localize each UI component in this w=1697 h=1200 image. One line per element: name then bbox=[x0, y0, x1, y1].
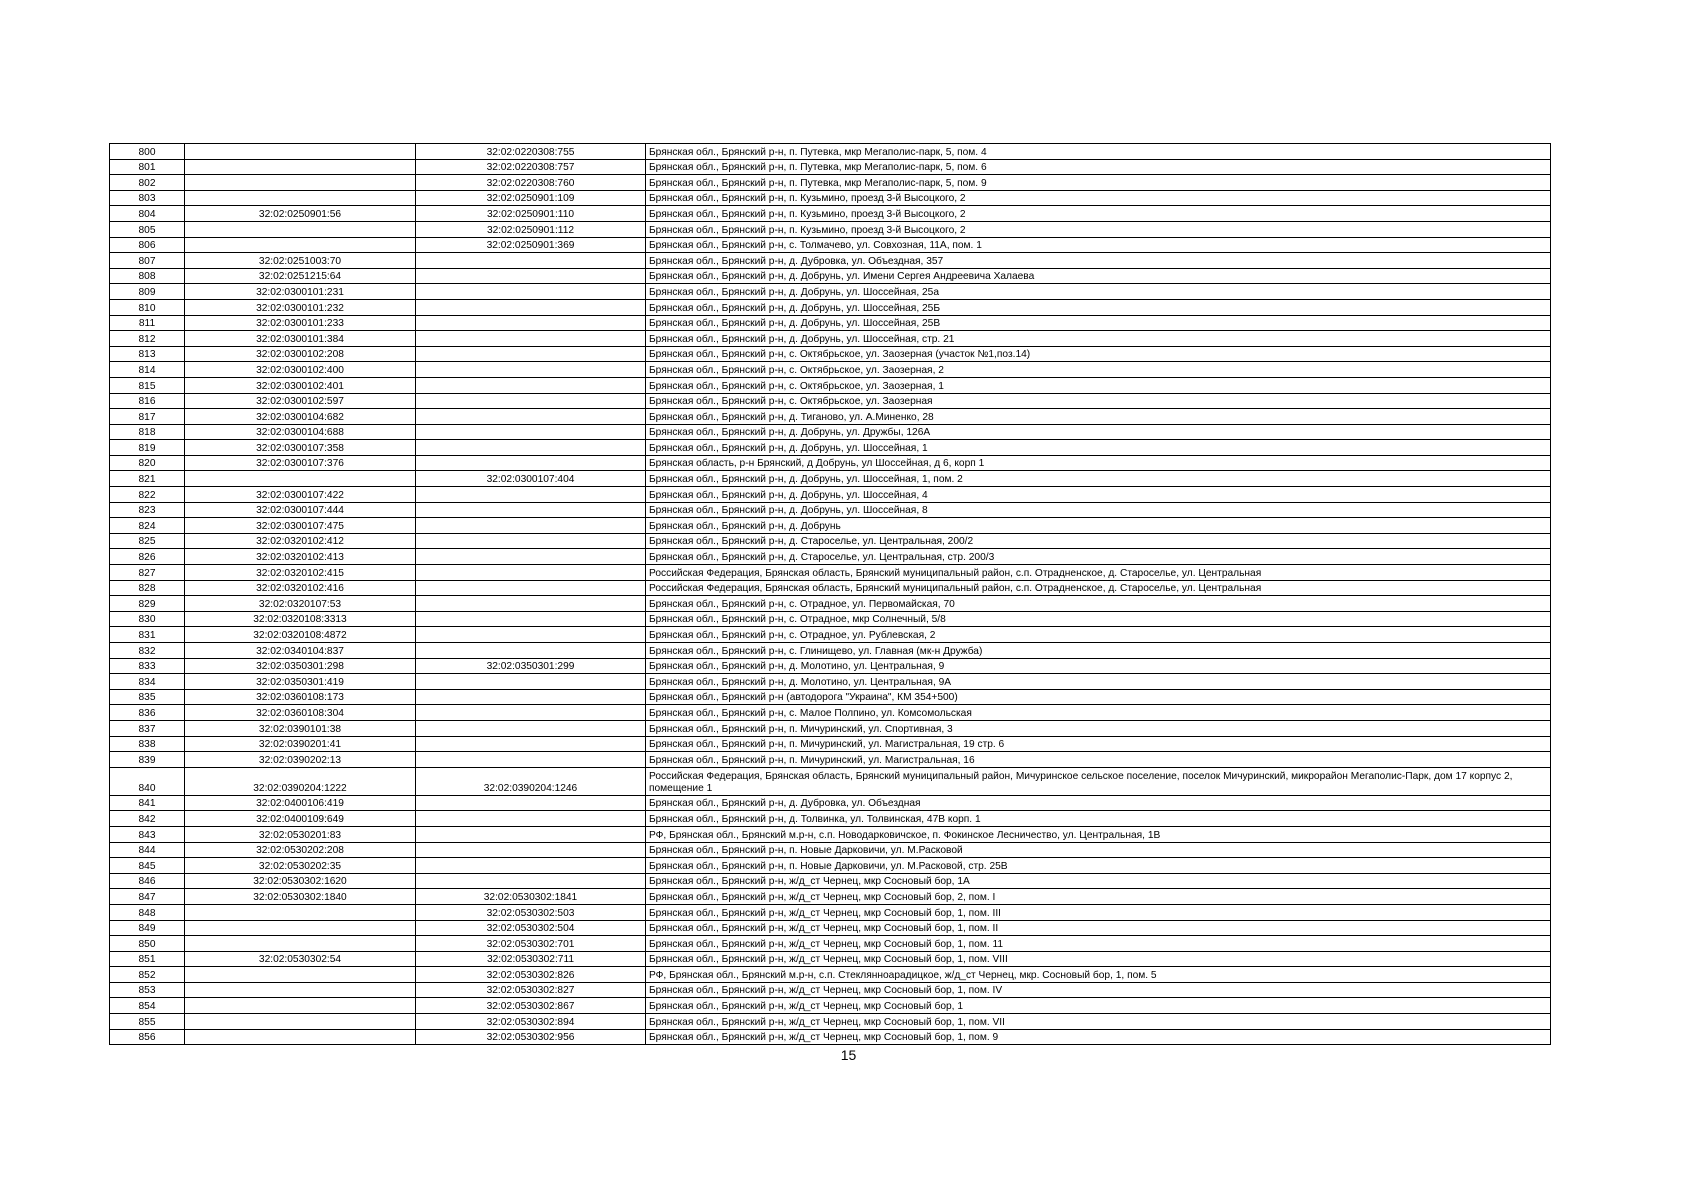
address-cell: Брянская обл., Брянский р-н, с. Отрадное, мкр Солнечный, 5/8 bbox=[646, 611, 1551, 627]
address-cell: Брянская обл., Брянский р-н, д. Староселье, ул. Центральная, 200/2 bbox=[646, 533, 1551, 549]
address-cell: Брянская обл., Брянский р-н, д. Добрунь, ул. Шоссейная, стр. 21 bbox=[646, 331, 1551, 347]
cadastral-number-cell: 32:02:0530302:1620 bbox=[185, 873, 416, 889]
row-number: 813 bbox=[110, 346, 185, 362]
table-row bbox=[110, 175, 1551, 191]
table-row bbox=[110, 982, 1551, 998]
cadastral-number-cell: 32:02:0390101:38 bbox=[185, 720, 416, 736]
row-number: 829 bbox=[110, 596, 185, 612]
cadastral-number-cell bbox=[185, 237, 416, 253]
row-number: 826 bbox=[110, 549, 185, 565]
row-number: 855 bbox=[110, 1014, 185, 1030]
table-row bbox=[110, 487, 1551, 503]
premises-cadastral-number-cell bbox=[416, 565, 646, 581]
cadastral-number-cell bbox=[185, 221, 416, 237]
cadastral-number-cell: 32:02:0300102:401 bbox=[185, 377, 416, 393]
cadastral-number-cell: 32:02:0530302:1840 bbox=[185, 889, 416, 905]
premises-cadastral-number-cell bbox=[416, 826, 646, 842]
address-cell: РФ, Брянская обл., Брянский м.р-н, с.п. Стеклянноарадицкое, ж/д_ст Чернец, мкр. Сосновый бор, 1, пом. 5 bbox=[646, 967, 1551, 983]
premises-cadastral-number-cell bbox=[416, 736, 646, 752]
row-number: 804 bbox=[110, 206, 185, 222]
row-number: 853 bbox=[110, 982, 185, 998]
row-number: 811 bbox=[110, 315, 185, 331]
address-cell: Брянская обл., Брянский р-н, п. Путевка, мкр Мегаполис-парк, 5, пом. 9 bbox=[646, 175, 1551, 191]
premises-cadastral-number-cell bbox=[416, 362, 646, 378]
row-number: 819 bbox=[110, 440, 185, 456]
address-cell: Брянская обл., Брянский р-н, д. Толвинка, ул. Толвинская, 47В корп. 1 bbox=[646, 811, 1551, 827]
table-row bbox=[110, 144, 1551, 160]
address-cell: Брянская обл., Брянский р-н, ж/д_ст Чернец, мкр Сосновый бор, 1 bbox=[646, 998, 1551, 1014]
premises-cadastral-number-cell bbox=[416, 720, 646, 736]
address-cell: Брянская обл., Брянский р-н, с. Отрадное, ул. Первомайская, 70 bbox=[646, 596, 1551, 612]
premises-cadastral-number-cell: 32:02:0250901:110 bbox=[416, 206, 646, 222]
row-number: 847 bbox=[110, 889, 185, 905]
row-number: 806 bbox=[110, 237, 185, 253]
premises-cadastral-number-cell bbox=[416, 752, 646, 768]
cadastral-number-cell: 32:02:0300101:233 bbox=[185, 315, 416, 331]
address-cell: Брянская обл., Брянский р-н, п. Новые Дарковичи, ул. М.Расковой, стр. 25В bbox=[646, 858, 1551, 874]
row-number: 822 bbox=[110, 487, 185, 503]
row-number: 807 bbox=[110, 253, 185, 269]
row-number: 814 bbox=[110, 362, 185, 378]
premises-cadastral-number-cell bbox=[416, 705, 646, 721]
premises-cadastral-number-cell bbox=[416, 611, 646, 627]
row-number: 852 bbox=[110, 967, 185, 983]
table-row bbox=[110, 221, 1551, 237]
premises-cadastral-number-cell: 32:02:0220308:755 bbox=[416, 144, 646, 160]
address-cell: Брянская обл., Брянский р-н, д. Добрунь bbox=[646, 518, 1551, 534]
row-number: 808 bbox=[110, 268, 185, 284]
address-cell: Российская Федерация, Брянская область, Брянский муниципальный район, Мичуринское сельское поселение, поселок Мичуринский, микрорайон Мегаполис-Парк, дом 17 корпус 2, помещение 1 bbox=[646, 767, 1551, 795]
cadastral-number-cell bbox=[185, 936, 416, 952]
premises-cadastral-number-cell: 32:02:0530302:826 bbox=[416, 967, 646, 983]
address-cell: Брянская обл., Брянский р-н, д. Молотино, ул. Центральная, 9А bbox=[646, 674, 1551, 690]
cadastral-number-cell bbox=[185, 967, 416, 983]
premises-cadastral-number-cell: 32:02:0250901:112 bbox=[416, 221, 646, 237]
row-number: 844 bbox=[110, 842, 185, 858]
cadastral-number-cell bbox=[185, 471, 416, 487]
address-cell: Брянская обл., Брянский р-н, д. Дубровка, ул. Объездная, 357 bbox=[646, 253, 1551, 269]
address-cell: Брянская обл., Брянский р-н, д. Молотино, ул. Центральная, 9 bbox=[646, 658, 1551, 674]
premises-cadastral-number-cell: 32:02:0250901:369 bbox=[416, 237, 646, 253]
cadastral-number-cell bbox=[185, 982, 416, 998]
row-number: 848 bbox=[110, 904, 185, 920]
row-number: 828 bbox=[110, 580, 185, 596]
table-row bbox=[110, 393, 1551, 409]
table-row bbox=[110, 998, 1551, 1014]
premises-cadastral-number-cell bbox=[416, 299, 646, 315]
cadastral-number-cell bbox=[185, 175, 416, 191]
table-row bbox=[110, 268, 1551, 284]
premises-cadastral-number-cell: 32:02:0530302:1841 bbox=[416, 889, 646, 905]
table-row bbox=[110, 440, 1551, 456]
address-cell: Брянская обл., Брянский р-н, ж/д_ст Чернец, мкр Сосновый бор, 1, пом. II bbox=[646, 920, 1551, 936]
address-cell: Брянская обл., Брянский р-н, д. Добрунь, ул. Дружбы, 126А bbox=[646, 424, 1551, 440]
premises-cadastral-number-cell bbox=[416, 253, 646, 269]
cadastral-number-cell: 32:02:0300101:384 bbox=[185, 331, 416, 347]
row-number: 842 bbox=[110, 811, 185, 827]
table-row bbox=[110, 826, 1551, 842]
address-cell: Брянская обл., Брянский р-н, с. Глинищево, ул. Главная (мк-н Дружба) bbox=[646, 643, 1551, 659]
cadastral-number-cell: 32:02:0390202:13 bbox=[185, 752, 416, 768]
registry-table-body bbox=[110, 144, 1551, 1045]
address-cell: Брянская обл., Брянский р-н, д. Староселье, ул. Центральная, стр. 200/3 bbox=[646, 549, 1551, 565]
row-number: 831 bbox=[110, 627, 185, 643]
cadastral-number-cell: 32:02:0320107:53 bbox=[185, 596, 416, 612]
row-number: 835 bbox=[110, 689, 185, 705]
premises-cadastral-number-cell bbox=[416, 440, 646, 456]
premises-cadastral-number-cell bbox=[416, 331, 646, 347]
table-row bbox=[110, 471, 1551, 487]
address-cell: Брянская обл., Брянский р-н, д. Добрунь, ул. Шоссейная, 4 bbox=[646, 487, 1551, 503]
address-cell: Брянская обл., Брянский р-н, ж/д_ст Чернец, мкр Сосновый бор, 1, пом. III bbox=[646, 904, 1551, 920]
row-number: 836 bbox=[110, 705, 185, 721]
row-number: 851 bbox=[110, 951, 185, 967]
address-cell: Брянская обл., Брянский р-н, д. Добрунь, ул. Шоссейная, 25В bbox=[646, 315, 1551, 331]
address-cell: Брянская обл., Брянский р-н, п. Мичуринский, ул. Магистральная, 19 стр. 6 bbox=[646, 736, 1551, 752]
premises-cadastral-number-cell: 32:02:0390204:1246 bbox=[416, 767, 646, 795]
premises-cadastral-number-cell bbox=[416, 674, 646, 690]
address-cell: Брянская обл., Брянский р-н, д. Добрунь, ул. Шоссейная, 25Б bbox=[646, 299, 1551, 315]
cadastral-number-cell: 32:02:0300107:376 bbox=[185, 455, 416, 471]
table-row bbox=[110, 736, 1551, 752]
table-row bbox=[110, 331, 1551, 347]
table-row bbox=[110, 518, 1551, 534]
cadastral-number-cell: 32:02:0300102:208 bbox=[185, 346, 416, 362]
premises-cadastral-number-cell: 32:02:0530302:827 bbox=[416, 982, 646, 998]
row-number: 809 bbox=[110, 284, 185, 300]
address-cell: Брянская обл., Брянский р-н, д. Добрунь, ул. Имени Сергея Андреевича Халаева bbox=[646, 268, 1551, 284]
cadastral-number-cell bbox=[185, 190, 416, 206]
address-cell: Брянская обл., Брянский р-н, с. Октябрьское, ул. Заозерная, 2 bbox=[646, 362, 1551, 378]
premises-cadastral-number-cell bbox=[416, 284, 646, 300]
premises-cadastral-number-cell bbox=[416, 315, 646, 331]
row-number: 845 bbox=[110, 858, 185, 874]
address-cell: Брянская обл., Брянский р-н, ж/д_ст Чернец, мкр Сосновый бор, 1, пом. IV bbox=[646, 982, 1551, 998]
premises-cadastral-number-cell: 32:02:0530302:867 bbox=[416, 998, 646, 1014]
premises-cadastral-number-cell bbox=[416, 409, 646, 425]
cadastral-number-cell bbox=[185, 159, 416, 175]
cadastral-number-cell: 32:02:0530302:54 bbox=[185, 951, 416, 967]
row-number: 801 bbox=[110, 159, 185, 175]
row-number: 820 bbox=[110, 455, 185, 471]
cadastral-number-cell: 32:02:0320102:416 bbox=[185, 580, 416, 596]
row-number: 818 bbox=[110, 424, 185, 440]
row-number: 840 bbox=[110, 767, 185, 795]
cadastral-number-cell bbox=[185, 1029, 416, 1045]
premises-cadastral-number-cell bbox=[416, 346, 646, 362]
table-row bbox=[110, 284, 1551, 300]
table-row bbox=[110, 346, 1551, 362]
table-row bbox=[110, 811, 1551, 827]
row-number: 821 bbox=[110, 471, 185, 487]
cadastral-number-cell: 32:02:0400109:649 bbox=[185, 811, 416, 827]
table-row bbox=[110, 611, 1551, 627]
row-number: 816 bbox=[110, 393, 185, 409]
premises-cadastral-number-cell bbox=[416, 873, 646, 889]
cadastral-number-cell: 32:02:0300101:232 bbox=[185, 299, 416, 315]
table-row bbox=[110, 951, 1551, 967]
address-cell: Брянская обл., Брянский р-н, п. Путевка, мкр Мегаполис-парк, 5, пом. 6 bbox=[646, 159, 1551, 175]
cadastral-number-cell: 32:02:0320102:412 bbox=[185, 533, 416, 549]
table-row bbox=[110, 858, 1551, 874]
premises-cadastral-number-cell bbox=[416, 627, 646, 643]
table-row bbox=[110, 533, 1551, 549]
premises-cadastral-number-cell bbox=[416, 487, 646, 503]
table-row bbox=[110, 237, 1551, 253]
cadastral-number-cell: 32:02:0300107:475 bbox=[185, 518, 416, 534]
address-cell: Брянская обл., Брянский р-н, ж/д_ст Чернец, мкр Сосновый бор, 2, пом. I bbox=[646, 889, 1551, 905]
address-cell: Брянская обл., Брянский р-н (автодорога "Украина", КМ 354+500) bbox=[646, 689, 1551, 705]
premises-cadastral-number-cell bbox=[416, 795, 646, 811]
cadastral-number-cell: 32:02:0350301:419 bbox=[185, 674, 416, 690]
table-row bbox=[110, 767, 1551, 795]
premises-cadastral-number-cell bbox=[416, 533, 646, 549]
cadastral-number-cell: 32:02:0530201:83 bbox=[185, 826, 416, 842]
table-row bbox=[110, 1014, 1551, 1030]
table-row bbox=[110, 720, 1551, 736]
address-cell: Брянская обл., Брянский р-н, п. Кузьмино, проезд 3-й Высоцкого, 2 bbox=[646, 190, 1551, 206]
premises-cadastral-number-cell bbox=[416, 377, 646, 393]
cadastral-number-cell: 32:02:0320102:413 bbox=[185, 549, 416, 565]
premises-cadastral-number-cell: 32:02:0220308:760 bbox=[416, 175, 646, 191]
cadastral-number-cell: 32:02:0360108:304 bbox=[185, 705, 416, 721]
address-cell: Брянская обл., Брянский р-н, ж/д_ст Чернец, мкр Сосновый бор, 1, пом. 9 bbox=[646, 1029, 1551, 1045]
table-row bbox=[110, 674, 1551, 690]
cadastral-number-cell: 32:02:0350301:298 bbox=[185, 658, 416, 674]
address-cell: Брянская обл., Брянский р-н, п. Путевка, мкр Мегаполис-парк, 5, пом. 4 bbox=[646, 144, 1551, 160]
address-cell: Брянская обл., Брянский р-н, ж/д_ст Чернец, мкр Сосновый бор, 1, пом. VIII bbox=[646, 951, 1551, 967]
table-row bbox=[110, 580, 1551, 596]
table-row bbox=[110, 502, 1551, 518]
cadastral-number-cell: 32:02:0300102:400 bbox=[185, 362, 416, 378]
row-number: 817 bbox=[110, 409, 185, 425]
row-number: 843 bbox=[110, 826, 185, 842]
premises-cadastral-number-cell: 32:02:0530302:711 bbox=[416, 951, 646, 967]
cadastral-number-cell bbox=[185, 920, 416, 936]
cadastral-number-cell: 32:02:0300104:682 bbox=[185, 409, 416, 425]
row-number: 833 bbox=[110, 658, 185, 674]
row-number: 802 bbox=[110, 175, 185, 191]
address-cell: Брянская обл., Брянский р-н, п. Мичуринский, ул. Магистральная, 16 bbox=[646, 752, 1551, 768]
table-row bbox=[110, 409, 1551, 425]
table-row bbox=[110, 424, 1551, 440]
address-cell: Брянская обл., Брянский р-н, с. Октябрьское, ул. Заозерная, 1 bbox=[646, 377, 1551, 393]
premises-cadastral-number-cell: 32:02:0530302:504 bbox=[416, 920, 646, 936]
address-cell: Брянская обл., Брянский р-н, д. Добрунь, ул. Шоссейная, 8 bbox=[646, 502, 1551, 518]
premises-cadastral-number-cell bbox=[416, 518, 646, 534]
cadastral-number-cell bbox=[185, 144, 416, 160]
row-number: 854 bbox=[110, 998, 185, 1014]
address-cell: Брянская обл., Брянский р-н, ж/д_ст Чернец, мкр Сосновый бор, 1А bbox=[646, 873, 1551, 889]
premises-cadastral-number-cell bbox=[416, 424, 646, 440]
premises-cadastral-number-cell: 32:02:0530302:894 bbox=[416, 1014, 646, 1030]
cadastral-number-cell bbox=[185, 1014, 416, 1030]
address-cell: Брянская обл., Брянский р-н, ж/д_ст Чернец, мкр Сосновый бор, 1, пом. VII bbox=[646, 1014, 1551, 1030]
cadastral-number-cell: 32:02:0400106:419 bbox=[185, 795, 416, 811]
table-row bbox=[110, 920, 1551, 936]
row-number: 838 bbox=[110, 736, 185, 752]
table-row bbox=[110, 795, 1551, 811]
row-number: 805 bbox=[110, 221, 185, 237]
table-row bbox=[110, 842, 1551, 858]
table-row bbox=[110, 159, 1551, 175]
address-cell: Брянская обл., Брянский р-н, с. Малое Полпино, ул. Комсомольская bbox=[646, 705, 1551, 721]
table-row bbox=[110, 627, 1551, 643]
cadastral-number-cell bbox=[185, 998, 416, 1014]
table-row bbox=[110, 904, 1551, 920]
row-number: 850 bbox=[110, 936, 185, 952]
address-cell: РФ, Брянская обл., Брянский м.р-н, с.п. Новодарковичское, п. Фокинское Лесничество, ул. Центральная, 1В bbox=[646, 826, 1551, 842]
table-row bbox=[110, 873, 1551, 889]
row-number: 856 bbox=[110, 1029, 185, 1045]
row-number: 849 bbox=[110, 920, 185, 936]
address-cell: Брянская обл., Брянский р-н, п. Кузьмино, проезд 3-й Высоцкого, 2 bbox=[646, 206, 1551, 222]
table-row bbox=[110, 752, 1551, 768]
table-row bbox=[110, 936, 1551, 952]
registry-table bbox=[109, 143, 1551, 1045]
premises-cadastral-number-cell bbox=[416, 842, 646, 858]
row-number: 815 bbox=[110, 377, 185, 393]
address-cell: Брянская обл., Брянский р-н, д. Тиганово, ул. А.Миненко, 28 bbox=[646, 409, 1551, 425]
table-row bbox=[110, 549, 1551, 565]
row-number: 800 bbox=[110, 144, 185, 160]
table-row bbox=[110, 705, 1551, 721]
premises-cadastral-number-cell bbox=[416, 549, 646, 565]
address-cell: Брянская обл., Брянский р-н, с. Отрадное, ул. Рублевская, 2 bbox=[646, 627, 1551, 643]
address-cell: Брянская обл., Брянский р-н, с. Октябрьское, ул. Заозерная (участок №1,поз.14) bbox=[646, 346, 1551, 362]
row-number: 837 bbox=[110, 720, 185, 736]
table-row bbox=[110, 362, 1551, 378]
cadastral-number-cell: 32:02:0390204:1222 bbox=[185, 767, 416, 795]
cadastral-number-cell: 32:02:0300104:688 bbox=[185, 424, 416, 440]
cadastral-number-cell: 32:02:0251003:70 bbox=[185, 253, 416, 269]
address-cell: Российская Федерация, Брянская область, Брянский муниципальный район, с.п. Отрадненское, д. Староселье, ул. Центральная bbox=[646, 580, 1551, 596]
premises-cadastral-number-cell bbox=[416, 858, 646, 874]
cadastral-number-cell: 32:02:0300101:231 bbox=[185, 284, 416, 300]
table-row bbox=[110, 253, 1551, 269]
table-row bbox=[110, 190, 1551, 206]
row-number: 824 bbox=[110, 518, 185, 534]
address-cell: Брянская обл., Брянский р-н, п. Мичуринский, ул. Спортивная, 3 bbox=[646, 720, 1551, 736]
cadastral-number-cell: 32:02:0320102:415 bbox=[185, 565, 416, 581]
cadastral-number-cell: 32:02:0250901:56 bbox=[185, 206, 416, 222]
table-row bbox=[110, 565, 1551, 581]
premises-cadastral-number-cell: 32:02:0350301:299 bbox=[416, 658, 646, 674]
row-number: 834 bbox=[110, 674, 185, 690]
address-cell: Брянская обл., Брянский р-н, с. Октябрьское, ул. Заозерная bbox=[646, 393, 1551, 409]
cadastral-number-cell: 32:02:0300102:597 bbox=[185, 393, 416, 409]
address-cell: Брянская обл., Брянский р-н, ж/д_ст Чернец, мкр Сосновый бор, 1, пом. 11 bbox=[646, 936, 1551, 952]
row-number: 846 bbox=[110, 873, 185, 889]
table-row bbox=[110, 967, 1551, 983]
cadastral-number-cell: 32:02:0390201:41 bbox=[185, 736, 416, 752]
cadastral-number-cell: 32:02:0320108:3313 bbox=[185, 611, 416, 627]
premises-cadastral-number-cell: 32:02:0530302:956 bbox=[416, 1029, 646, 1045]
table-row bbox=[110, 299, 1551, 315]
address-cell: Брянская обл., Брянский р-н, д. Добрунь, ул. Шоссейная, 25а bbox=[646, 284, 1551, 300]
row-number: 827 bbox=[110, 565, 185, 581]
cadastral-number-cell: 32:02:0300107:422 bbox=[185, 487, 416, 503]
table-row bbox=[110, 315, 1551, 331]
premises-cadastral-number-cell: 32:02:0250901:109 bbox=[416, 190, 646, 206]
premises-cadastral-number-cell: 32:02:0530302:701 bbox=[416, 936, 646, 952]
row-number: 830 bbox=[110, 611, 185, 627]
premises-cadastral-number-cell: 32:02:0220308:757 bbox=[416, 159, 646, 175]
address-cell: Брянская область, р-н Брянский, д Добрунь, ул Шоссейная, д 6, корп 1 bbox=[646, 455, 1551, 471]
row-number: 832 bbox=[110, 643, 185, 659]
premises-cadastral-number-cell bbox=[416, 502, 646, 518]
table-row bbox=[110, 206, 1551, 222]
cadastral-number-cell: 32:02:0340104:837 bbox=[185, 643, 416, 659]
cadastral-number-cell: 32:02:0300107:358 bbox=[185, 440, 416, 456]
premises-cadastral-number-cell bbox=[416, 455, 646, 471]
table-row bbox=[110, 689, 1551, 705]
row-number: 812 bbox=[110, 331, 185, 347]
cadastral-number-cell: 32:02:0530202:35 bbox=[185, 858, 416, 874]
premises-cadastral-number-cell bbox=[416, 643, 646, 659]
row-number: 825 bbox=[110, 533, 185, 549]
cadastral-number-cell: 32:02:0300107:444 bbox=[185, 502, 416, 518]
premises-cadastral-number-cell bbox=[416, 580, 646, 596]
premises-cadastral-number-cell: 32:02:0300107:404 bbox=[416, 471, 646, 487]
premises-cadastral-number-cell bbox=[416, 268, 646, 284]
table-row bbox=[110, 596, 1551, 612]
address-cell: Брянская обл., Брянский р-н, д. Добрунь, ул. Шоссейная, 1, пом. 2 bbox=[646, 471, 1551, 487]
row-number: 803 bbox=[110, 190, 185, 206]
address-cell: Российская Федерация, Брянская область, Брянский муниципальный район, с.п. Отрадненское, д. Староселье, ул. Центральная bbox=[646, 565, 1551, 581]
cadastral-number-cell: 32:02:0530202:208 bbox=[185, 842, 416, 858]
premises-cadastral-number-cell bbox=[416, 689, 646, 705]
table-row bbox=[110, 658, 1551, 674]
premises-cadastral-number-cell bbox=[416, 393, 646, 409]
cadastral-number-cell: 32:02:0360108:173 bbox=[185, 689, 416, 705]
page-number: 15 bbox=[840, 1047, 857, 1063]
address-cell: Брянская обл., Брянский р-н, п. Новые Дарковичи, ул. М.Расковой bbox=[646, 842, 1551, 858]
table-row bbox=[110, 455, 1551, 471]
premises-cadastral-number-cell: 32:02:0530302:503 bbox=[416, 904, 646, 920]
row-number: 823 bbox=[110, 502, 185, 518]
premises-cadastral-number-cell bbox=[416, 811, 646, 827]
table-row bbox=[110, 1029, 1551, 1045]
address-cell: Брянская обл., Брянский р-н, с. Толмачево, ул. Совхозная, 11А, пом. 1 bbox=[646, 237, 1551, 253]
row-number: 841 bbox=[110, 795, 185, 811]
table-row bbox=[110, 643, 1551, 659]
row-number: 810 bbox=[110, 299, 185, 315]
address-cell: Брянская обл., Брянский р-н, д. Дубровка, ул. Объездная bbox=[646, 795, 1551, 811]
cadastral-number-cell bbox=[185, 904, 416, 920]
row-number: 839 bbox=[110, 752, 185, 768]
table-row bbox=[110, 377, 1551, 393]
address-cell: Брянская обл., Брянский р-н, п. Кузьмино, проезд 3-й Высоцкого, 2 bbox=[646, 221, 1551, 237]
address-cell: Брянская обл., Брянский р-н, д. Добрунь, ул. Шоссейная, 1 bbox=[646, 440, 1551, 456]
premises-cadastral-number-cell bbox=[416, 596, 646, 612]
cadastral-number-cell: 32:02:0251215:64 bbox=[185, 268, 416, 284]
table-row bbox=[110, 889, 1551, 905]
cadastral-number-cell: 32:02:0320108:4872 bbox=[185, 627, 416, 643]
